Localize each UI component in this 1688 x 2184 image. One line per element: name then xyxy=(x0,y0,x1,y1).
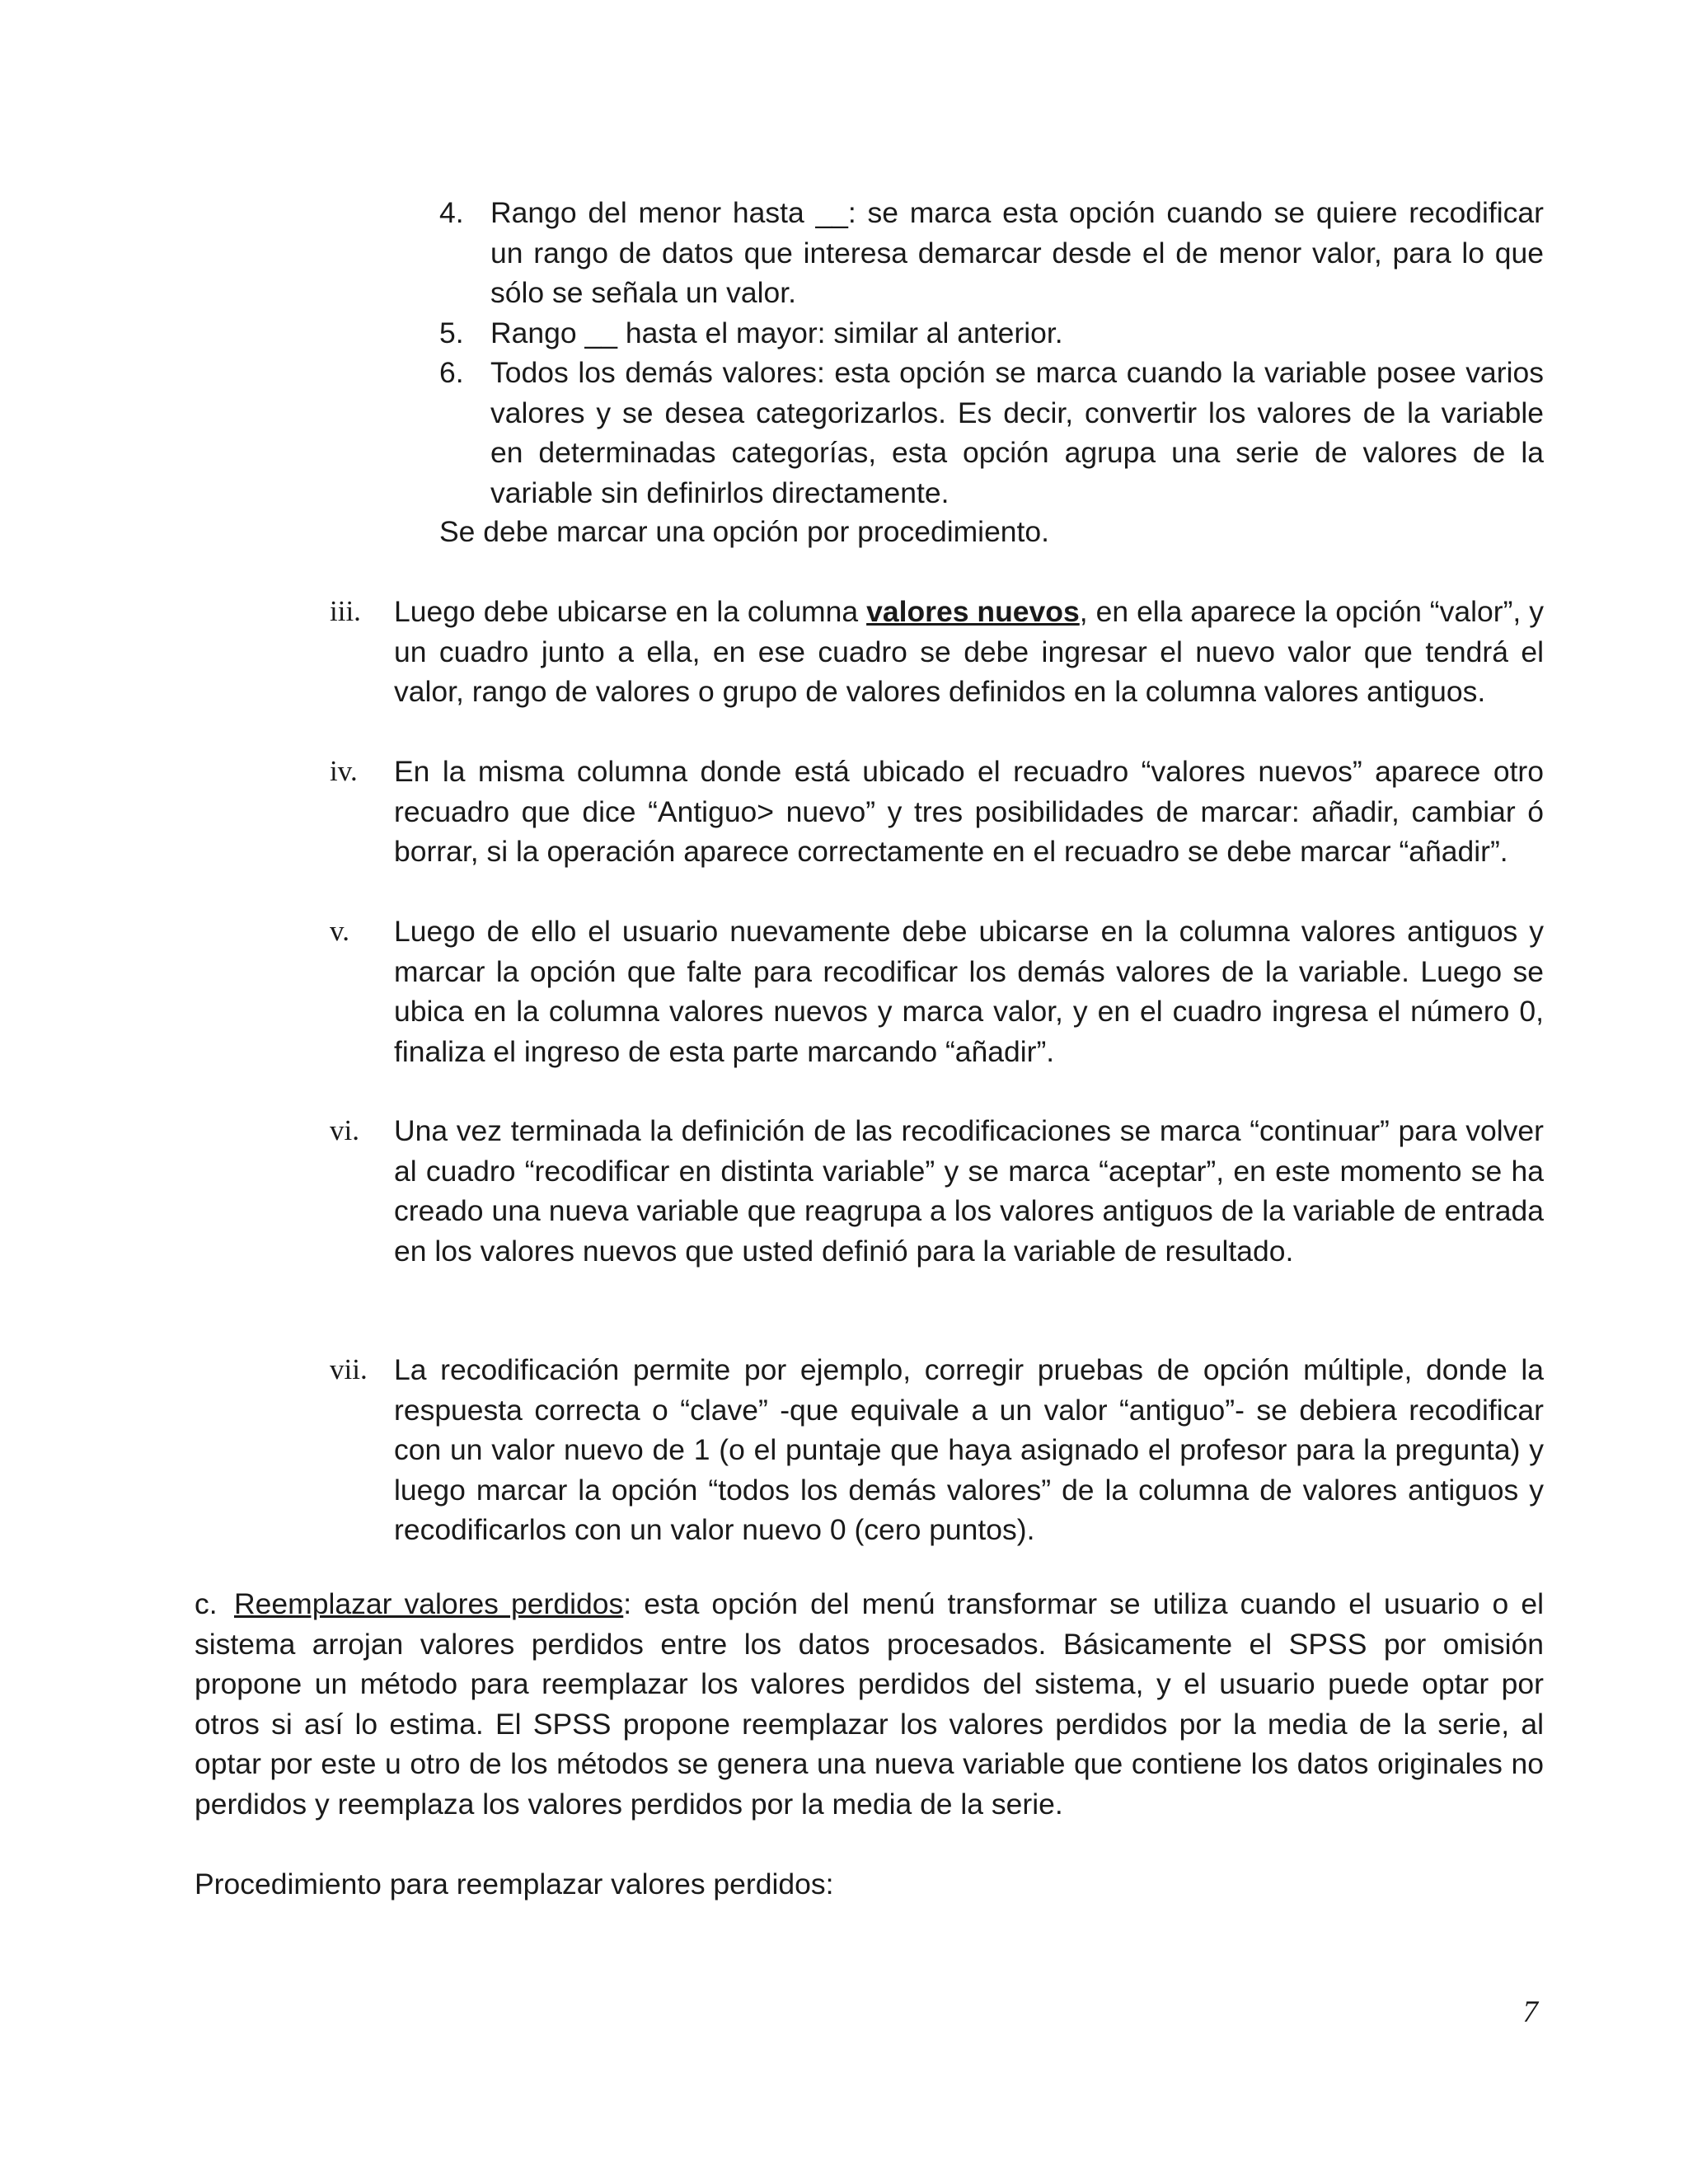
section-c-paragraph xyxy=(195,1584,1544,1824)
list-marker: 6. xyxy=(439,356,464,389)
list-item-text: Todos los demás valores: esta opción se marca cuando la variable posee varios valores y se desea categorizarlos. Es decir, convertir los valores de la variable en determinadas categorías, esta opción agrupa una serie de valores de la variable sin definirlos directamente. xyxy=(490,356,1544,509)
list-item xyxy=(439,313,1544,354)
list-item xyxy=(439,193,1544,313)
roman-marker: iii. xyxy=(330,595,361,627)
list-item xyxy=(439,353,1544,513)
numbered-list-note: Se debe marcar una opción por procedimiento. xyxy=(439,515,1050,548)
roman-marker: iv. xyxy=(330,755,358,787)
roman-text: En la misma columna donde está ubicado el recuadro “valores nuevos” aparece otro recuadro que dice “Antiguo> nuevo” y tres posibilidades de marcar: añadir, cambiar ó borrar, si la operación aparece correctamente en el recuadro se debe marcar “añadir”. xyxy=(394,755,1544,868)
roman-item-iii xyxy=(330,592,1545,712)
section-marker: c. xyxy=(195,1587,218,1620)
roman-text: Luego de ello el usuario nuevamente debe ubicarse en la columna valores antiguos y marcar la opción que falte para recodificar los demás valores de la variable. Luego se ubica en la columna valores nuevos y marca valor, y en el cuadro ingresa el número 0, finaliza el ingreso de esta parte marcando “añadir”. xyxy=(394,915,1544,1068)
roman-text-before: Luego debe ubicarse en la columna xyxy=(394,595,867,628)
list-item-text: Rango __ hasta el mayor: similar al anterior. xyxy=(490,316,1063,349)
roman-item-v xyxy=(330,912,1544,1071)
roman-text-after: , en ella aparece la opción “valor”, y un cuadro junto a ella, en ese cuadro se debe ingresar el nuevo valor que tendrá el valor, rango de valores o grupo de valores definidos en la columna valores antiguos. xyxy=(394,595,1545,708)
roman-item-iv xyxy=(330,752,1544,872)
roman-marker: vi. xyxy=(330,1114,359,1146)
roman-item-vii xyxy=(330,1350,1544,1550)
roman-item-vi xyxy=(330,1111,1544,1271)
section-text: : esta opción del menú transformar se utiliza cuando el usuario o el sistema arrojan valores perdidos entre los datos procesados. Básicamente el SPSS por omisión propone un método para reemplazar los valores perdidos del sistema, y el usuario puede optar por otros si así lo estima. El SPSS propone reemplazar los valores perdidos por la media de la serie, al optar por este u otro de los métodos se genera una nueva variable que contiene los datos originales no perdidos y reemplaza los valores perdidos por la media de la serie. xyxy=(195,1587,1544,1821)
page-number: 7 xyxy=(1522,1995,1538,2029)
list-marker: 4. xyxy=(439,196,464,229)
roman-marker: vii. xyxy=(330,1353,368,1385)
procedure-heading: Procedimiento para reemplazar valores perdidos: xyxy=(195,1868,834,1900)
list-marker: 5. xyxy=(439,316,464,349)
roman-marker: v. xyxy=(330,915,349,947)
list-item-text: Rango del menor hasta __: se marca esta opción cuando se quiere recodificar un rango de datos que interesa demarcar desde el de menor valor, para lo que sólo se señala un valor. xyxy=(490,196,1544,309)
numbered-list xyxy=(439,193,1544,513)
section-title: Reemplazar valores perdidos xyxy=(234,1587,624,1620)
roman-text: La recodificación permite por ejemplo, corregir pruebas de opción múltiple, donde la respuesta correcta o “clave” -que equivale a un valor “antiguo”- se debiera recodificar con un valor nuevo de 1 (o el puntaje que haya asignado el profesor para la pregunta) y luego marcar la opción “todos los demás valores” de la columna de valores antiguos y recodificarlos con un valor nuevo 0 (cero puntos). xyxy=(394,1353,1544,1546)
roman-text: Una vez terminada la definición de las recodificaciones se marca “continuar” para volver al cuadro “recodificar en distinta variable” y se marca “aceptar”, en este momento se ha creado una nueva variable que reagrupa a los valores antiguos de la variable de entrada en los valores nuevos que usted definió para la variable de resultado. xyxy=(394,1114,1544,1268)
emphasis-valores-nuevos: valores nuevos xyxy=(866,595,1080,628)
